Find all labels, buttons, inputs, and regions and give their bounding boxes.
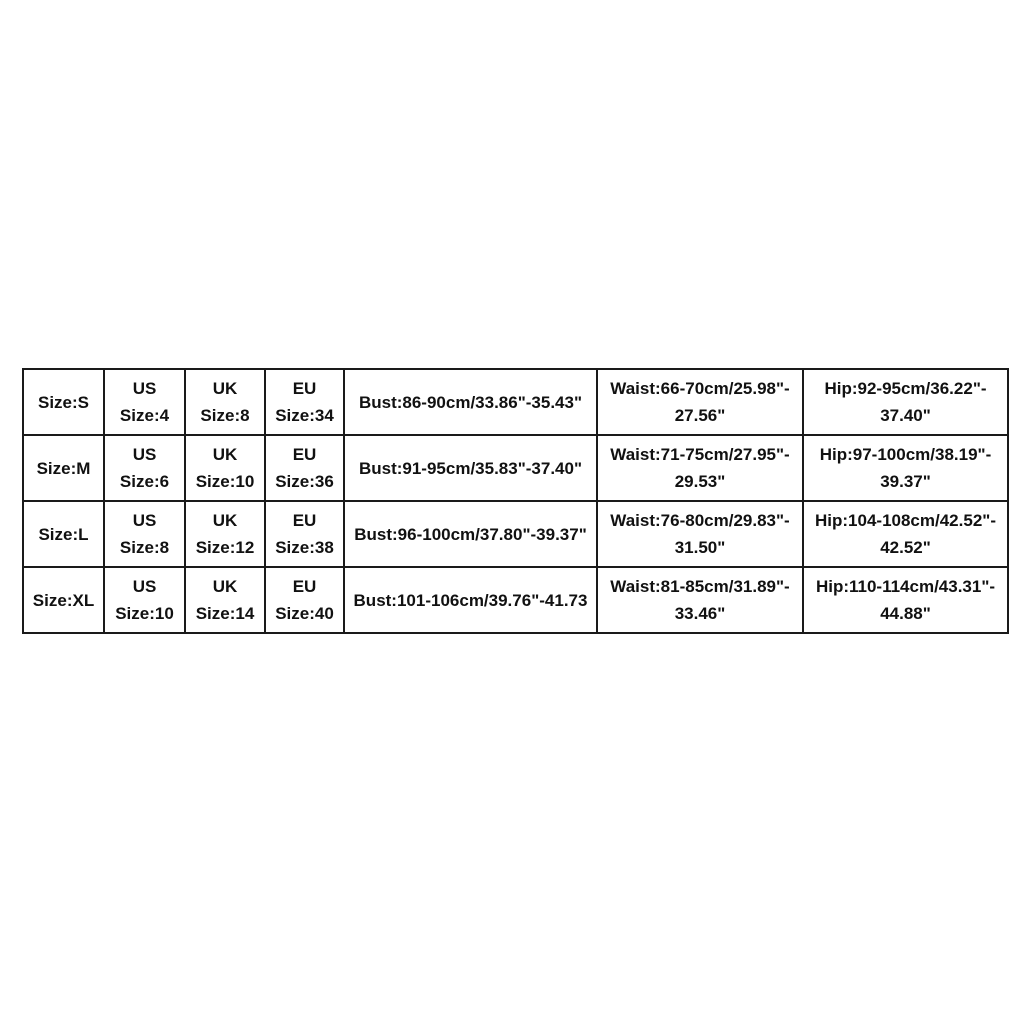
hip-cell: Hip:110-114cm/43.31"- 44.88" [803,567,1008,633]
size-cell: Size:L [23,501,104,567]
us-size-cell: US Size:10 [104,567,185,633]
waist-cell: Waist:66-70cm/25.98"- 27.56" [597,369,803,435]
size-cell: Size:XL [23,567,104,633]
eu-size-cell: EU Size:40 [265,567,344,633]
size-chart-table [22,368,1009,634]
bust-cell: Bust:101-106cm/39.76"-41.73 [344,567,597,633]
us-size-cell: US Size:6 [104,435,185,501]
bust-cell: Bust:86-90cm/33.86"-35.43" [344,369,597,435]
hip-cell: Hip:92-95cm/36.22"- 37.40" [803,369,1008,435]
waist-cell: Waist:81-85cm/31.89"- 33.46" [597,567,803,633]
eu-size-cell: EU Size:34 [265,369,344,435]
bust-cell: Bust:91-95cm/35.83"-37.40" [344,435,597,501]
table-row [23,567,1008,633]
hip-cell: Hip:97-100cm/38.19"- 39.37" [803,435,1008,501]
uk-size-cell: UK Size:8 [185,369,265,435]
uk-size-cell: UK Size:14 [185,567,265,633]
eu-size-cell: EU Size:38 [265,501,344,567]
waist-cell: Waist:71-75cm/27.95"- 29.53" [597,435,803,501]
us-size-cell: US Size:4 [104,369,185,435]
table-row [23,501,1008,567]
eu-size-cell: EU Size:36 [265,435,344,501]
uk-size-cell: UK Size:12 [185,501,265,567]
table-row [23,369,1008,435]
us-size-cell: US Size:8 [104,501,185,567]
size-cell: Size:S [23,369,104,435]
table-row [23,435,1008,501]
bust-cell: Bust:96-100cm/37.80"-39.37" [344,501,597,567]
uk-size-cell: UK Size:10 [185,435,265,501]
hip-cell: Hip:104-108cm/42.52"- 42.52" [803,501,1008,567]
size-cell: Size:M [23,435,104,501]
waist-cell: Waist:76-80cm/29.83"- 31.50" [597,501,803,567]
